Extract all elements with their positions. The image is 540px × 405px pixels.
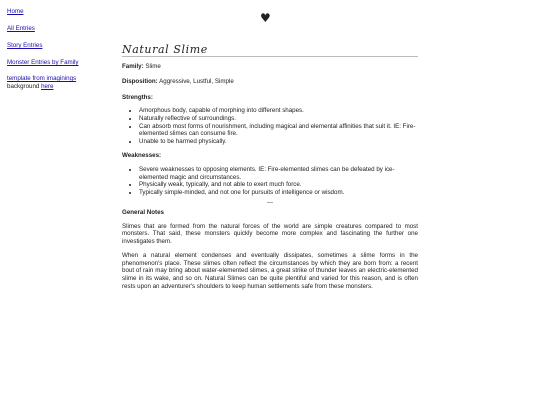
list-item: • Naturally reflective of surroundings.: [139, 115, 418, 123]
background-credit-text: background: [7, 83, 42, 90]
heart-icon: ♥: [260, 11, 271, 25]
notes-paragraph: Slimes that are formed from the natural forces of the world are simple creatures compared to most monsters. That said, these monsters quickly become more complex and fascinating the further one investigates them.: [122, 222, 418, 245]
list-item: • Typically simple-minded, and not one for pursuits of intelligence or wisdom.: [139, 189, 418, 197]
template-credit-link[interactable]: template from imaginings: [7, 75, 77, 82]
background-credit-link[interactable]: here: [41, 83, 54, 90]
weaknesses-heading: Weaknesses:: [122, 152, 162, 160]
disposition-label: Disposition:: [122, 78, 158, 86]
family-field: [122, 63, 418, 71]
entry-content: [122, 43, 418, 297]
strengths-heading: Strengths:: [122, 93, 153, 101]
list-item: • Unable to be harmed physically.: [139, 138, 418, 146]
list-item: • Amorphous body, capable of morphing into different shapes.: [139, 107, 418, 115]
general-notes-heading: General Notes: [122, 208, 164, 216]
notes-paragraph: When a natural element condenses and eventually dissipates, sometimes a slime forms in the phenomenon's place. These slimes often reflect the circumstances by which they are born from: a recent bout of rain may bring about water-elemented slimes, a great strike of thunder leaves an electric-elemented slime in its wake, and so on. Natural Slimes can be quite plentiful and varied for this reason, and is often rests upon an adventurer's shoulders to keep human settlements safe from these monsters.: [122, 252, 418, 290]
family-label: Family:: [122, 62, 144, 70]
separator: ---: [267, 200, 273, 207]
nav-link-story-entries[interactable]: Story Entries: [7, 42, 43, 49]
strengths-list: [122, 107, 418, 145]
list-item: • Physically weak, typically, and not able to exert much force.: [139, 181, 418, 189]
weaknesses-list: [122, 166, 418, 196]
list-item: • Severe weaknesses to opposing elements. IE: Fire-elemented slimes can be defeated by ice-elemented magic and circumstances.: [139, 166, 418, 181]
family-value: Slime: [143, 62, 161, 70]
entry-title: Natural Slime: [122, 46, 418, 57]
nav-link-all-entries[interactable]: All Entries: [7, 25, 35, 32]
list-item: • Can absorb most forms of nourishment, including magical and elemental affinities that suit it. IE: Fire-elemented slimes can consume fire.: [139, 123, 418, 138]
disposition-value: Aggressive, Lustful, Simple: [157, 78, 234, 86]
nav-link-monster-entries-by-family[interactable]: Monster Entries by Family: [7, 59, 79, 66]
nav-link-home[interactable]: Home: [7, 8, 24, 15]
disposition-field: [122, 78, 418, 86]
credits: [7, 75, 107, 91]
sidebar: [7, 8, 107, 91]
